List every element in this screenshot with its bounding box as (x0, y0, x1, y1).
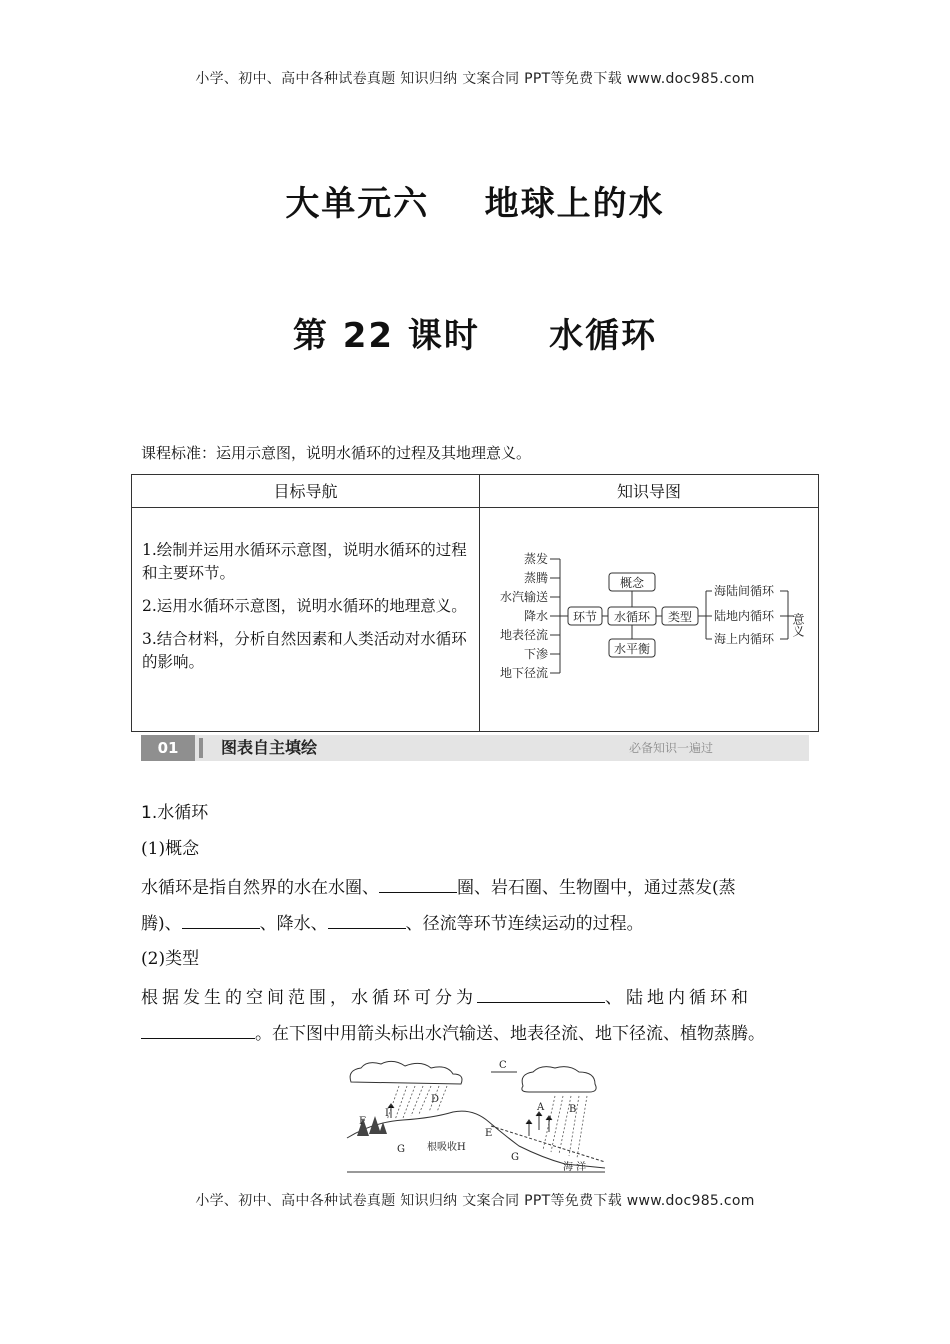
course-standard: 课程标准：运用示意图，说明水循环的过程及其地理意义。 (141, 444, 532, 462)
types-paragraph (141, 980, 821, 1052)
water-cycle-diagram (343, 1060, 613, 1175)
mindmap-concept-node: 概念 (619, 576, 645, 590)
fill-blank[interactable] (477, 984, 605, 1003)
label-root-absorb: 根吸收H (427, 1142, 466, 1153)
cloud-right (522, 1067, 596, 1092)
concept-paragraph (141, 870, 821, 942)
section-label: 图表自主填绘 (221, 738, 318, 757)
text-segment: 水循环是指自然界的水在水圈、 (141, 878, 379, 898)
label-d: D (431, 1094, 440, 1105)
text-segment: 圈、岩石圈、生物圈中，通过蒸发(蒸 (457, 878, 736, 898)
fill-blank[interactable] (328, 910, 406, 929)
label-e: E (485, 1128, 493, 1139)
mindmap-types-node: 类型 (667, 610, 693, 624)
page-header: 小学、初中、高中各种试卷真题 知识归纳 文案合同 PPT等免费下载 www.doc985.com (195, 71, 755, 87)
subsection-concept: (1)概念 (141, 839, 200, 859)
overview-table (131, 474, 819, 732)
mindmap-balance-node: 水平衡 (613, 642, 651, 656)
label-f: F (359, 1116, 366, 1127)
subsection-types: (2)类型 (141, 949, 200, 969)
banner-divider (199, 738, 203, 758)
goal-item: 1.绘制并运用水循环示意图，说明水循环的过程和主要环节。 (142, 541, 467, 582)
section-heading: 1.水循环 (141, 803, 209, 823)
text-segment: 、降水、 (259, 914, 328, 934)
mindmap-meaning-node: 意义 (791, 613, 805, 637)
section-banner (141, 735, 809, 761)
label-ocean: 海 洋 (563, 1162, 587, 1173)
label-g-left: G (397, 1144, 405, 1155)
goal-item: 3.结合材料，分析自然因素和人类活动对水循环的影响。 (142, 630, 467, 671)
mindmap-link-label: 蒸腾 (523, 571, 548, 585)
knowledge-mindmap (484, 515, 814, 725)
text-segment: 、陆地内循环和 (605, 988, 752, 1008)
fill-blank[interactable] (141, 1020, 255, 1039)
mindmap-link-label: 水汽输送 (499, 590, 548, 604)
text-segment: 腾)、 (141, 914, 182, 934)
table-divider (479, 475, 480, 731)
mindmap-link-label: 下渗 (523, 647, 548, 661)
mindmap-center-node: 水循环 (613, 610, 651, 624)
goal-item: 2.运用水循环示意图，说明水循环的地理意义。 (142, 597, 467, 615)
label-c: C (499, 1060, 507, 1071)
label-a: A (537, 1102, 545, 1113)
mindmap-link-label: 降水 (523, 609, 548, 623)
goals-header: 目标导航 (273, 482, 338, 501)
text-segment: 根据发生的空间范围，水循环可分为 (141, 988, 477, 1008)
mindmap-link-label: 地表径流 (499, 628, 548, 642)
mindmap-type-label: 海上内循环 (714, 632, 775, 646)
label-b: B (569, 1104, 577, 1115)
mindmap-type-label: 陆地内循环 (714, 609, 775, 623)
fill-blank[interactable] (182, 910, 260, 929)
text-segment: 。在下图中用箭头标出水汽输送、地表径流、地下径流、植物蒸腾。 (255, 1024, 765, 1044)
mindmap-links-node: 环节 (572, 610, 598, 624)
label-g-right: G (511, 1152, 519, 1163)
mindmap-header: 知识导图 (616, 482, 681, 501)
label-i: I (385, 1108, 389, 1119)
mindmap-link-label: 蒸发 (523, 552, 548, 566)
page-footer: 小学、初中、高中各种试卷真题 知识归纳 文案合同 PPT等免费下载 www.doc985.com (195, 1193, 755, 1209)
mindmap-type-label: 海陆间循环 (714, 584, 775, 598)
cloud-left (350, 1061, 462, 1084)
lesson-title: 第 22 课时 水循环 (292, 316, 658, 356)
text-segment: 、径流等环节连续运动的过程。 (405, 914, 644, 934)
table-header-line (132, 507, 818, 508)
unit-title: 大单元六 地球上的水 (285, 184, 665, 224)
section-tagline: 必备知识一遍过 (628, 741, 713, 755)
goals-list (142, 539, 472, 684)
fill-blank[interactable] (379, 874, 457, 893)
mindmap-link-label: 地下径流 (499, 666, 548, 680)
section-number: 01 (141, 735, 195, 761)
